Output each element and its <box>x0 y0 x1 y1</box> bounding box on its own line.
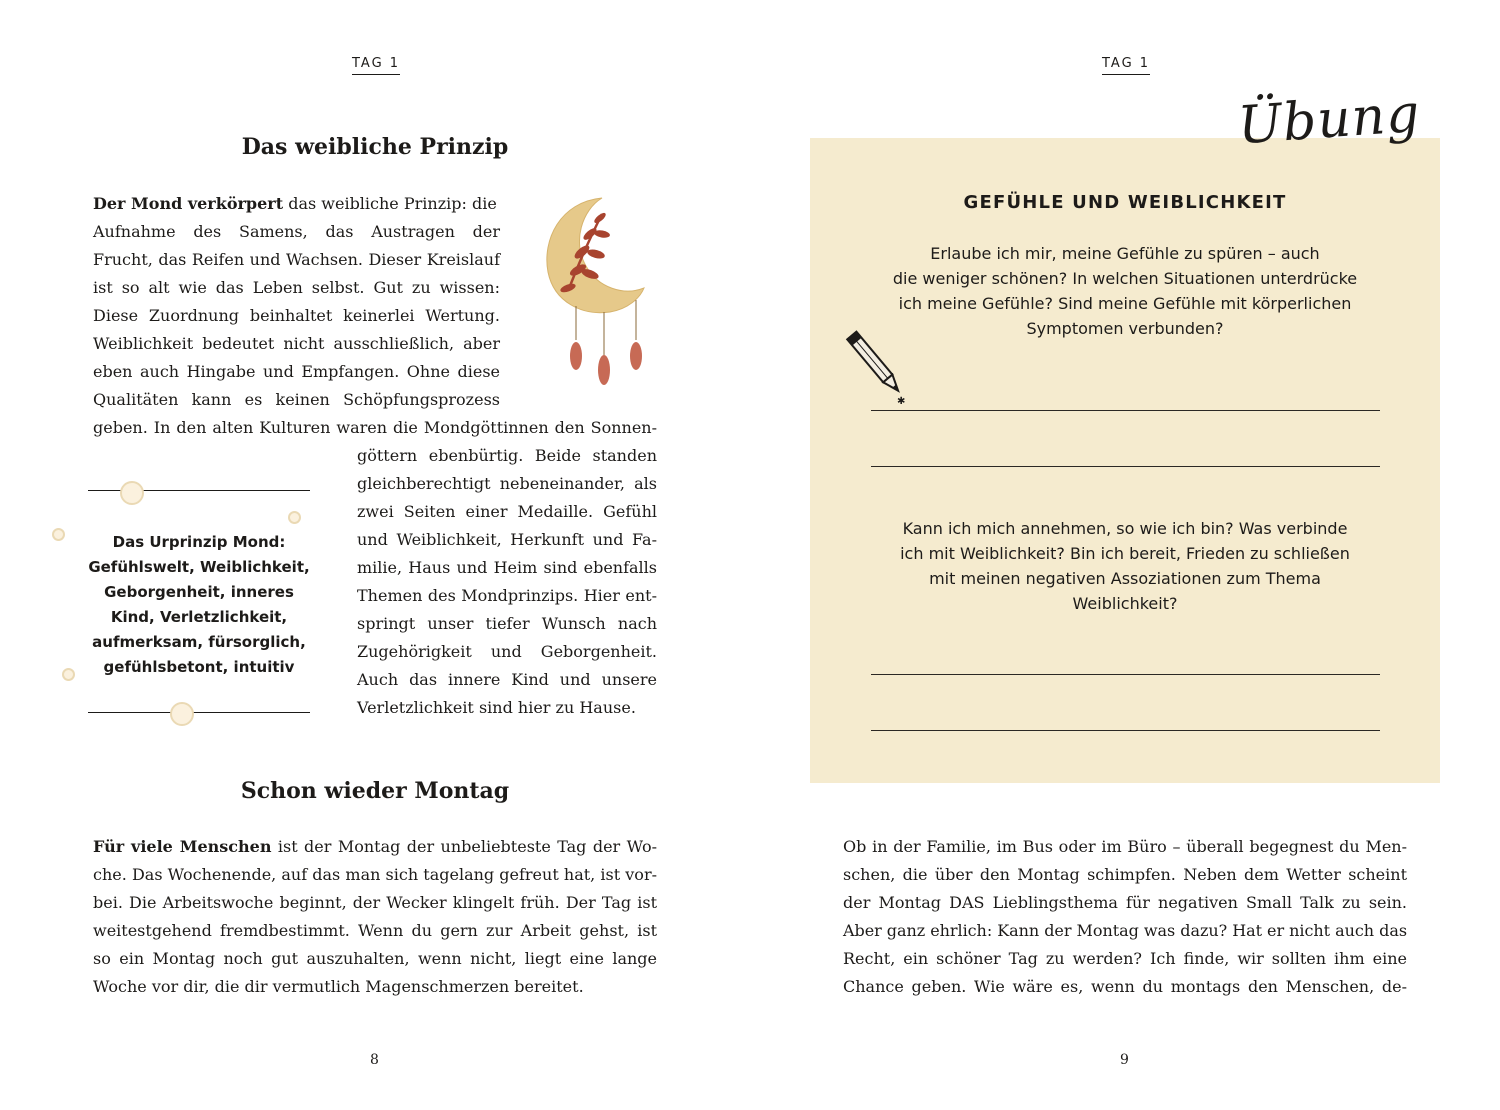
paragraph-1-line: Auch das innere Kind und unsere <box>357 670 657 689</box>
paragraph-3 <box>843 833 1407 1001</box>
aside-rule-bottom <box>88 712 310 713</box>
aside-box <box>88 488 310 716</box>
question-2: Kann ich mich annehmen, so wie ich bin? Was verbinde ich mit Weiblichkeit? Bin ich bereit, Frieden zu schließen mit meinen negativen Assoziationen zum Thema Weiblichkeit? <box>900 519 1350 613</box>
page-number: 9 <box>1120 1052 1129 1068</box>
decorative-dot <box>120 481 144 505</box>
decorative-dot <box>288 511 301 524</box>
decorative-dot <box>62 668 75 681</box>
exercise-heading: GEFÜHLE UND WEIBLICHKEIT <box>963 192 1287 213</box>
section-heading-2: Schon wieder Montag <box>240 778 510 804</box>
paragraph-1-line: göttern ebenbürtig. Beide standen <box>357 446 657 465</box>
paragraph-2-line: so ein Montag noch gut auszuhalten, wenn nicht, liegt eine lange <box>93 949 657 968</box>
aside-text: Das Urprinzip Mond: Gefühlswelt, Weiblichkeit, Geborgenheit, inneres Kind, Verletzlichkeit, aufmerksam, fürsorglich, gefühlsbetont, intuitiv <box>88 533 310 676</box>
right-page <box>750 0 1500 1110</box>
paragraph-1-line: Weiblichkeit bedeutet nicht ausschließlich, aber <box>93 334 500 353</box>
paragraph-3-line: Ob in der Familie, im Bus oder im Büro – überall begegnest du Men- <box>843 837 1407 856</box>
script-title: Übung <box>1236 83 1423 157</box>
paragraph-3-line: Aber ganz ehrlich: Kann der Montag was dazu? Hat er nicht auch das <box>843 921 1407 940</box>
exercise-box <box>810 138 1440 783</box>
day-label: TAG 1 <box>1102 56 1150 75</box>
paragraph-1-bottom <box>357 442 657 722</box>
paragraph-2-line: bei. Die Arbeitswoche beginnt, der Wecker klingelt früh. Der Tag ist <box>93 893 657 912</box>
paragraph-2-lead: Für viele Menschen <box>93 837 272 856</box>
paragraph-3-line: schen, die über den Montag schimpfen. Neben dem Wetter scheint <box>843 865 1407 884</box>
paragraph-1-line: Themen des Mondprinzips. Hier ent- <box>357 586 657 605</box>
paragraph-1-line: Qualitäten kann es keinen Schöpfungsprozess <box>93 390 500 409</box>
paragraph-1-line: zwei Seiten einer Medaille. Gefühl <box>357 502 657 521</box>
answer-line[interactable] <box>871 674 1380 675</box>
answer-line[interactable] <box>871 466 1380 467</box>
decorative-dot <box>52 528 65 541</box>
paragraph-2 <box>93 833 657 1001</box>
paragraph-2-line: Woche vor dir, die dir vermutlich Magenschmerzen bereitet. <box>93 977 584 996</box>
paragraph-1-line: Verletzlichkeit sind hier zu Hause. <box>357 698 636 717</box>
paragraph-3-line: Chance geben. Wie wäre es, wenn du montags den Menschen, de- <box>843 977 1407 996</box>
svg-text:✱: ✱ <box>897 396 906 406</box>
paragraph-1-line: ist so alt wie das Leben selbst. Gut zu wissen: <box>93 278 500 297</box>
decorative-dot <box>170 702 194 726</box>
section-heading-1: Das weibliche Prinzip <box>241 134 509 160</box>
paragraph-1-line: und Weiblichkeit, Herkunft und Fa- <box>357 530 657 549</box>
moon-feathers-illustration <box>540 190 670 390</box>
paragraph-1-line: Aufnahme des Samens, das Austragen der <box>93 222 500 241</box>
page-number: 8 <box>370 1052 379 1068</box>
paragraph-2-line: che. Das Wochenende, auf das man sich tagelang gefreut hat, ist vor- <box>93 865 657 884</box>
day-label: TAG 1 <box>352 56 400 75</box>
answer-line[interactable] <box>871 730 1380 731</box>
paragraph-1-line: Diese Zuordnung beinhaltet keinerlei Wertung. <box>93 306 500 325</box>
paragraph-2-line-0: Für viele Menschen ist der Montag der unbeliebteste Tag der Wo- <box>93 837 658 856</box>
paragraph-1-line: eben auch Hingabe und Empfangen. Ohne diese <box>93 362 500 381</box>
paragraph-1-line-0: Der Mond verkörpert das weibliche Prinzip: die <box>93 194 497 213</box>
pencil-icon <box>842 322 912 406</box>
paragraph-1-lead: Der Mond verkörpert <box>93 194 284 213</box>
paragraph-1-line: springt unser tiefer Wunsch nach <box>357 614 657 633</box>
paragraph-2-line: weitestgehend fremdbestimmt. Wenn du gern zur Arbeit gehst, ist <box>93 921 657 940</box>
paragraph-1-full-line: geben. In den alten Kulturen waren die Mondgöttinnen den Sonnen- <box>93 418 657 437</box>
question-1: Erlaube ich mir, meine Gefühle zu spüren – auch die weniger schönen? In welchen Situationen unterdrücke ich meine Gefühle? Sind meine Gefühle mit körperlichen Symptomen verbunden? <box>892 244 1358 338</box>
answer-line[interactable] <box>871 410 1380 411</box>
paragraph-3-line: Recht, ein schöner Tag zu werden? Ich finde, wir sollten ihm eine <box>843 949 1407 968</box>
paragraph-3-line: der Montag DAS Lieblingsthema für negativen Small Talk zu sein. <box>843 893 1407 912</box>
paragraph-1-line: Zugehörigkeit und Geborgenheit. <box>357 642 657 661</box>
paragraph-1-line: gleichberechtigt nebeneinander, als <box>357 474 657 493</box>
paragraph-1-line: Frucht, das Reifen und Wachsen. Dieser Kreislauf <box>93 250 500 269</box>
paragraph-1-top <box>93 190 500 414</box>
paragraph-1-line: milie, Haus und Heim sind ebenfalls <box>357 558 657 577</box>
